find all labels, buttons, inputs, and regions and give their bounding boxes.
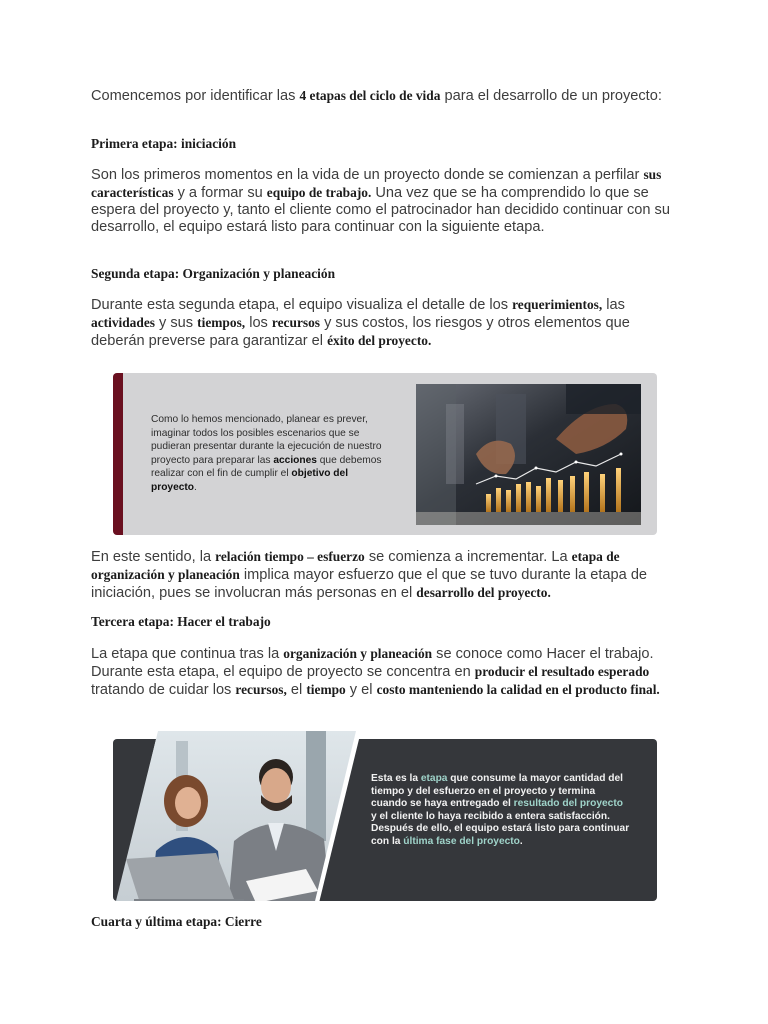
stage1-heading: Primera etapa: iniciación — [91, 136, 237, 151]
planning-info-card — [113, 373, 657, 535]
business-chart-photo — [416, 384, 641, 525]
stage2-heading: Segunda etapa: Organización y planeación — [91, 266, 336, 281]
card-accent-bar — [113, 373, 123, 535]
stage1-paragraph: Son los primeros momentos en la vida de un proyecto donde se comienzan a perfilar sus características y a formar su equipo de trabajo. Una vez que se ha comprendido lo que se espera del proyecto y, tanto el cliente como el patrocinador han decidido continuar con su desarrollo, el equipo estará listo para continuar con la siguiente etapa. — [91, 167, 670, 235]
stage2-paragraph: Durante esta segunda etapa, el equipo visualiza el detalle de los requerimientos, las actividades y sus tiempos, los recursos y sus costos, los riesgos y otros elementos que deberán preverse para garantizar el éxito del proyecto. — [91, 297, 630, 349]
planning-card-text: Como lo hemos mencionado, planear es prever, imaginar todos los posibles escenarios que se pudieran presentar durante la ejecución de nuestro proyecto para preparar las acciones que debemos realizar con el fin de cumplir el objetivo del proyecto. — [151, 414, 382, 493]
stage4-heading: Cuarta y última etapa: Cierre — [91, 914, 262, 929]
execution-card-text: Esta es la etapa que consume la mayor cantidad del tiempo y del esfuerzo en el proyecto y termina cuando se haya entregado el resultado del proyecto y el cliente lo haya recibido a entera satisfacción. Después de ello, el equipo estará listo para continuar con la última fase del proyecto. — [371, 773, 630, 847]
effort-paragraph: En este sentido, la relación tiempo – esfuerzo se comienza a incrementar. La etapa de organización y planeación implica mayor esfuerzo que el que se tuvo durante la etapa de iniciación, pues se involucran más personas en el desarrollo del proyecto. — [91, 549, 648, 601]
intro-paragraph: Comencemos por identificar las 4 etapas del ciclo de vida para el desarrollo de un proyecto: — [91, 88, 662, 104]
stage3-heading: Tercera etapa: Hacer el trabajo — [91, 614, 271, 629]
stage3-paragraph: La etapa que continua tras la organización y planeación se conoce como Hacer el trabajo. Durante esta etapa, el equipo de proyecto se concentra en producir el resultado esperado tratando de cuidar los recursos, el tiempo y el costo manteniendo la calidad en el producto final. — [91, 646, 660, 698]
team-working-photo — [116, 731, 361, 907]
